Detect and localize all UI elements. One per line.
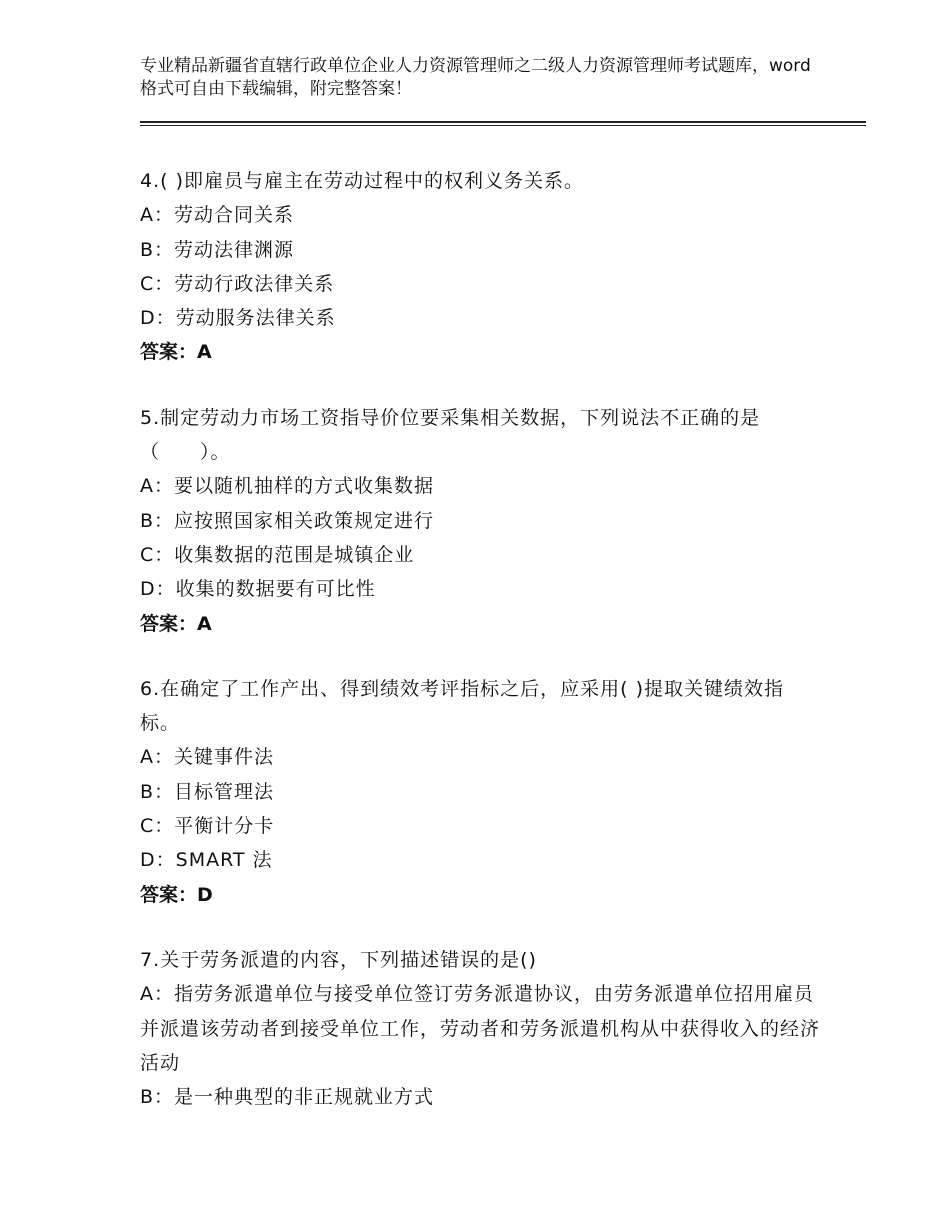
answer-option: C：劳动行政法律关系 <box>140 272 335 295</box>
question-stem: 7.关于劳务派遣的内容，下列描述错误的是() <box>140 948 537 971</box>
answer-key: 答案：A <box>140 341 212 364</box>
header-divider-bottom <box>140 125 866 126</box>
answer-option: B：目标管理法 <box>140 780 275 803</box>
answer-option: A：指劳务派遣单位与接受单位签订劳务派遣协议，由劳务派遣单位招用雇员并派遣该劳动者到接受单位工作，劳动者和劳务派遣机构从中获得收入的经济活动 <box>140 983 821 1074</box>
question-stem: 6.在确定了工作产出、得到绩效考评指标之后，应采用( )提取关键绩效指标。 <box>140 677 784 735</box>
question-block <box>140 401 820 641</box>
header-divider-top <box>140 121 866 123</box>
document-header: 专业精品新疆省直辖行政单位企业人力资源管理师之二级人力资源管理师考试题库，word格式可自由下载编辑，附完整答案！ <box>140 56 811 99</box>
question-stem: 5.制定劳动力市场工资指导价位要采集相关数据，下列说法不正确的是（ ）。 <box>140 406 761 464</box>
question-block <box>140 164 820 370</box>
question-stem: 4.( )即雇员与雇主在劳动过程中的权利义务关系。 <box>140 170 584 192</box>
answer-option: D：劳动服务法律关系 <box>140 307 336 330</box>
answer-option: D：SMART 法 <box>140 849 273 872</box>
answer-option: C：收集数据的范围是城镇企业 <box>140 543 415 566</box>
answer-option: B：应按照国家相关政策规定进行 <box>140 509 435 532</box>
answer-key: 答案：A <box>140 612 212 635</box>
answer-option: C：平衡计分卡 <box>140 815 275 838</box>
answer-option: A：要以随机抽样的方式收集数据 <box>140 475 434 498</box>
question-block <box>140 672 820 912</box>
answer-option: D：收集的数据要有可比性 <box>140 578 376 601</box>
answer-option: A：关键事件法 <box>140 746 274 769</box>
answer-option: B：是一种典型的非正规就业方式 <box>140 1086 435 1109</box>
answer-option: A：劳动合同关系 <box>140 204 294 227</box>
question-list <box>140 164 820 1145</box>
question-block <box>140 943 820 1114</box>
answer-option: B：劳动法律渊源 <box>140 238 295 261</box>
answer-key: 答案：D <box>140 883 213 906</box>
